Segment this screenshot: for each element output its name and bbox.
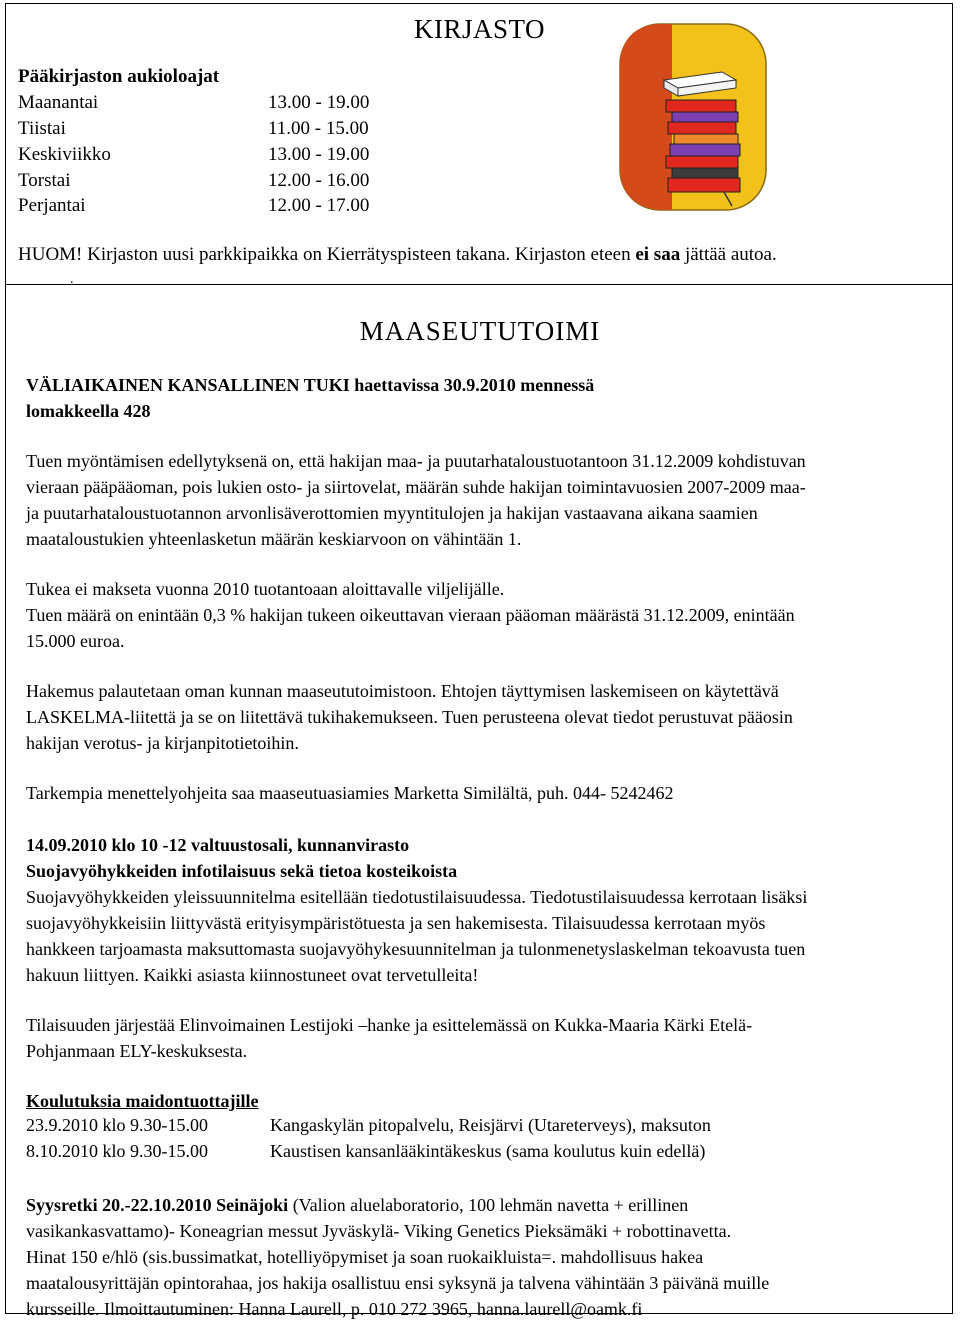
hours-time: 13.00 - 19.00 bbox=[268, 92, 370, 113]
support-heading-line2: lomakkeella 428 bbox=[26, 401, 151, 421]
training-title: Koulutuksia maidontuottajille bbox=[26, 1091, 259, 1111]
hours-time: 12.00 - 16.00 bbox=[268, 170, 370, 191]
event-heading: 14.09.2010 klo 10 -12 valtuustosali, kunnanvirasto bbox=[26, 835, 410, 855]
para-line: hakuun liittyen. Kaikki asiasta kiinnostuneet ovat tervetulleita! bbox=[26, 965, 479, 985]
library-title: KIRJASTO bbox=[414, 14, 546, 44]
parking-notice bbox=[18, 244, 777, 266]
para-line: Tuen myöntämisen edellytyksenä on, että hakijan maa- ja puutarhataloustuotantoon 31.12.2009 kohdistuvan bbox=[26, 451, 806, 471]
trip-title: Syysretki 20.-22.10.2010 Seinäjoki bbox=[26, 1195, 289, 1215]
para-line: ja puutarhataloustuotannon arvonlisäverottomien myyntitulojen ja hakijan vastaavana aikana saamien bbox=[26, 503, 758, 523]
trip-text: (Valion aluelaboratorio, 100 lehmän navetta + erillinen bbox=[288, 1195, 689, 1215]
para-line: hankkeen tarjoamasta maksuttomasta suojavyöhykesuunnitelman ja tulonmenetyslaskelman tekoavusta tuen bbox=[26, 939, 806, 959]
training-row bbox=[26, 1141, 705, 1162]
para-line: hakijan verotus- ja kirjanpitotietoihin. bbox=[26, 733, 299, 753]
application-paragraph bbox=[26, 678, 944, 756]
training-date: 23.9.2010 klo 9.30-15.00 bbox=[26, 1115, 208, 1135]
support-heading: VÄLIAIKAINEN KANSALLINEN TUKI haettavissa 30.9.2010 mennessä bbox=[26, 375, 595, 395]
para-line: vieraan pääpääoman, pois lukien osto- ja siirtovelat, määrän suhde hakijan toimintavuosien 2007-2009 maa- bbox=[26, 477, 806, 497]
hours-day: Tiistai bbox=[18, 118, 66, 139]
hours-day: Torstai bbox=[18, 170, 71, 191]
para-line: Hakemus palautetaan oman kunnan maaseututoimistoon. Ehtojen täyttymisen laskemiseen on käytettävä bbox=[26, 681, 779, 701]
hours-day: Maanantai bbox=[18, 92, 99, 113]
training-row bbox=[26, 1115, 711, 1136]
event-paragraph bbox=[26, 884, 944, 988]
notice-text-end: jättää autoa. bbox=[680, 244, 777, 265]
hours-time: 12.00 - 17.00 bbox=[268, 195, 370, 216]
training-desc: Kangaskylän pitopalvelu, Reisjärvi (Utareterveys), maksuton bbox=[270, 1115, 711, 1135]
books-stack-illustration bbox=[612, 20, 772, 216]
hours-row bbox=[18, 170, 369, 192]
hours-day: Perjantai bbox=[18, 195, 86, 216]
para-line: Hinat 150 e/hlö (sis.bussimatkat, hotelliyöpymiset ja soan ruokaikluista=. mahdollisuus hakea bbox=[26, 1247, 704, 1267]
trip-first-line bbox=[26, 1192, 944, 1218]
support-paragraph bbox=[26, 448, 944, 552]
notice-bold: ei saa bbox=[635, 244, 681, 265]
maaseutu-title: MAASEUTUTOIMI bbox=[359, 316, 601, 346]
para-line: 15.000 euroa. bbox=[26, 631, 125, 651]
para-line: maataloustukien yhteenlasketun määrän keskiarvoon on vähintään 1. bbox=[26, 529, 522, 549]
contact-paragraph: Tarkempia menettelyohjeita saa maaseutuasiamies Marketta Similältä, puh. 044- 5242462 bbox=[26, 783, 674, 803]
hours-row bbox=[18, 92, 369, 114]
para-line: suojavyöhykkeisiin liittyvästä erityisympäristötuesta ja sen hakemisesta. Tilaisuudessa kerrotaan myös bbox=[26, 913, 766, 933]
hours-time: 13.00 - 19.00 bbox=[268, 144, 370, 165]
para-line: kursseille. Ilmoittautuminen: Hanna Laurell, p. 010 272 3965, hanna.laurell@oamk.fi bbox=[26, 1299, 643, 1319]
notice-text: HUOM! Kirjaston uusi parkkipaikka on Kierrätyspisteen takana. Kirjaston eteen bbox=[18, 244, 636, 265]
hours-day: Keskiviikko bbox=[18, 144, 111, 165]
support-amount-paragraph bbox=[26, 576, 944, 654]
para-line: vasikankasvattamo)- Koneagrian messut Jyväskylä- Viking Genetics Pieksämäki + robottinavetta. bbox=[26, 1221, 732, 1241]
para-line: Pohjanmaan ELY-keskuksesta. bbox=[26, 1041, 248, 1061]
para-line: LASKELMA-liitettä ja se on liitettävä tukihakemukseen. Tuen perusteena olevat tiedot perustuvat pääosin bbox=[26, 707, 793, 727]
para-line: maatalousyrittäjän opintorahaa, jos hakija osallistuu ensi syksynä ja talvena vähintään 3 päivänä muille bbox=[26, 1273, 770, 1293]
organizer-paragraph bbox=[26, 1012, 944, 1064]
hours-time: 11.00 - 15.00 bbox=[268, 118, 369, 139]
para-line: Tukea ei makseta vuonna 2010 tuotantoaan aloittavalle viljelijälle. bbox=[26, 579, 505, 599]
hours-row bbox=[18, 118, 369, 140]
event-subheading: Suojavyöhykkeiden infotilaisuus sekä tietoa kosteikoista bbox=[26, 861, 458, 881]
training-desc: Kaustisen kansanlääkintäkeskus (sama koulutus kuin edellä) bbox=[270, 1141, 706, 1161]
stray-dot: . bbox=[70, 272, 74, 287]
trip-paragraph bbox=[26, 1192, 944, 1322]
training-date: 8.10.2010 klo 9.30-15.00 bbox=[26, 1141, 208, 1161]
para-line: Tilaisuuden järjestää Elinvoimainen Lestijoki –hanke ja esittelemässä on Kukka-Maaria Kärki Etelä- bbox=[26, 1015, 753, 1035]
hours-row bbox=[18, 195, 369, 217]
opening-hours-title: Pääkirjaston aukioloajat bbox=[18, 66, 220, 87]
para-line: Tuen määrä on enintään 0,3 % hakijan tukeen oikeuttavan vieraan pääoman määrästä 31.12.2009, enintään bbox=[26, 605, 795, 625]
para-line: Suojavyöhykkeiden yleissuunnitelma esitellään tiedotustilaisuudessa. Tiedotustilaisuudessa kerrotaan lisäksi bbox=[26, 887, 808, 907]
hours-row bbox=[18, 144, 369, 166]
